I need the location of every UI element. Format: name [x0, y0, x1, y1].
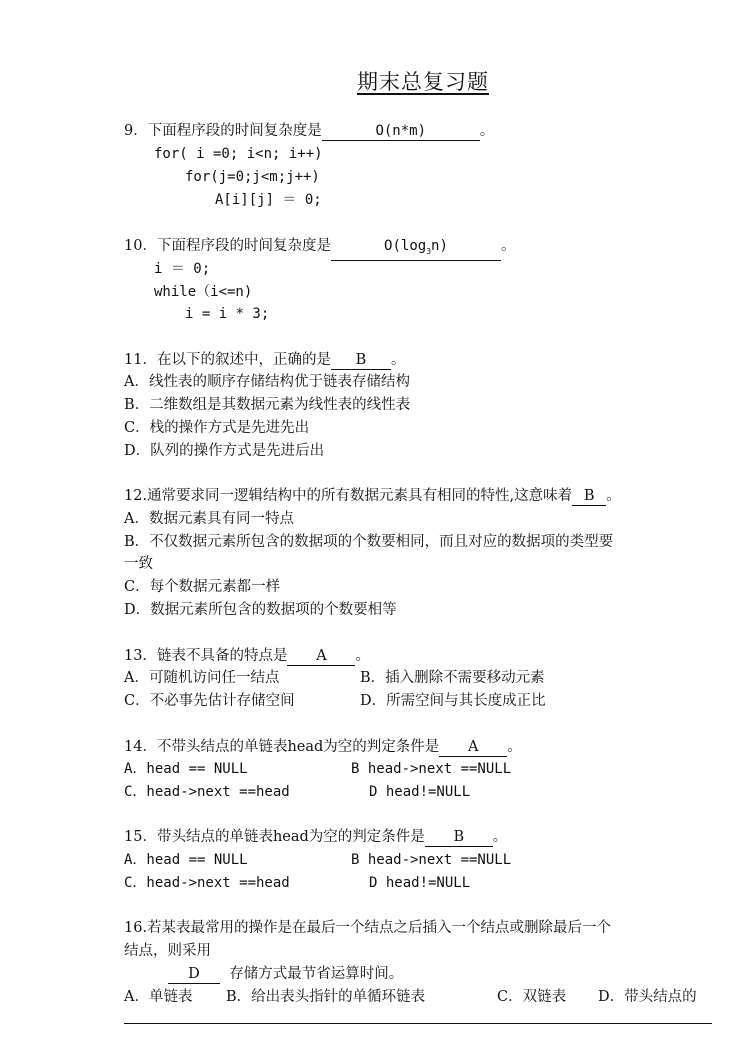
option: C．双链表 [497, 989, 567, 1005]
answer-blank: A [287, 648, 355, 666]
option: C．head->next ==head [124, 875, 290, 891]
page-title: 期末总复习题 [357, 70, 489, 94]
option: D head!=NULL [369, 875, 471, 891]
question-16-answer-line: D 存储方式最节省运算时间。 [168, 964, 403, 984]
question-11-stem: 11．在以下的叙述中，正确的是 B 。 [124, 352, 406, 368]
option: C．栈的操作方式是先进先出 [124, 420, 310, 436]
option: C．不必事先估计存储空间 [124, 693, 295, 709]
option: B．二维数组是其数据元素为线性表的线性表 [124, 397, 411, 413]
code-line: while（i<=n) [154, 284, 253, 300]
code-line: A[i][j] ＝ 0; [215, 192, 322, 208]
option: A．可随机访问任一结点 [124, 670, 280, 686]
code-line: for( i =0; i<n; i++) [154, 146, 323, 162]
option-continued: 一致 [124, 556, 153, 572]
option: B head->next ==NULL [351, 852, 512, 868]
answer-blank: B [572, 488, 606, 506]
option: B．不仅数据元素所包含的数据项的个数要相同，而且对应的数据项的类型要 [124, 534, 614, 550]
code-line: i = i * 3; [185, 306, 270, 322]
answer-blank: B [331, 352, 391, 370]
option: C．每个数据元素都一样 [124, 579, 281, 595]
option: D head!=NULL [369, 784, 471, 800]
answer-blank: A [439, 739, 507, 757]
footer-rule [124, 1023, 712, 1024]
option: B head->next ==NULL [351, 761, 512, 777]
option: D．队列的操作方式是先进后出 [124, 443, 325, 459]
option: A．单链表 [124, 989, 193, 1005]
answer-blank: $O(\log_3n)$ [331, 238, 501, 261]
code-line: for(j=0;j<m;j++) [185, 169, 320, 185]
option: A．数据元素具有同一特点 [124, 511, 294, 527]
question-16-stem-continued: 结点，则采用 [124, 943, 211, 959]
option: D．所需空间与其长度成正比 [360, 693, 546, 709]
question-12-stem: 12.通常要求同一逻辑结构中的所有数据元素具有相同的特性,这意味着 B 。 [124, 488, 621, 504]
option: D．数据元素所包含的数据项的个数要相等 [124, 602, 397, 618]
option: A．head == NULL [124, 852, 248, 868]
option: B．插入删除不需要移动元素 [360, 670, 545, 686]
answer-blank: B [425, 829, 493, 847]
option: A．head == NULL [124, 761, 248, 777]
question-10-stem: 10．下面程序段的时间复杂度是 $O(\log_3n)$ 。 [124, 236, 515, 261]
option: C．head->next ==head [124, 784, 290, 800]
code-line: i ＝ 0; [154, 261, 211, 277]
question-14-stem: 14．不带头结点的单链表head为空的判定条件是 A 。 [124, 739, 522, 755]
question-9-stem: 9．下面程序段的时间复杂度是 O(n*m) 。 [124, 123, 495, 139]
question-13-stem: 13．链表不具备的特点是 A 。 [124, 648, 370, 664]
answer-blank: D [168, 966, 220, 984]
question-15-stem: 15．带头结点的单链表head为空的判定条件是 B 。 [124, 829, 508, 845]
option: A．线性表的顺序存储结构优于链表存储结构 [124, 374, 410, 390]
option: D．带头结点的 [598, 989, 697, 1005]
answer-blank: O(n*m) [322, 123, 480, 141]
question-16-stem: 16.若某表最常用的操作是在最后一个结点之后插入一个结点或删除最后一个 [124, 920, 612, 936]
option: B．给出表头指针的单循环链表 [226, 989, 426, 1005]
